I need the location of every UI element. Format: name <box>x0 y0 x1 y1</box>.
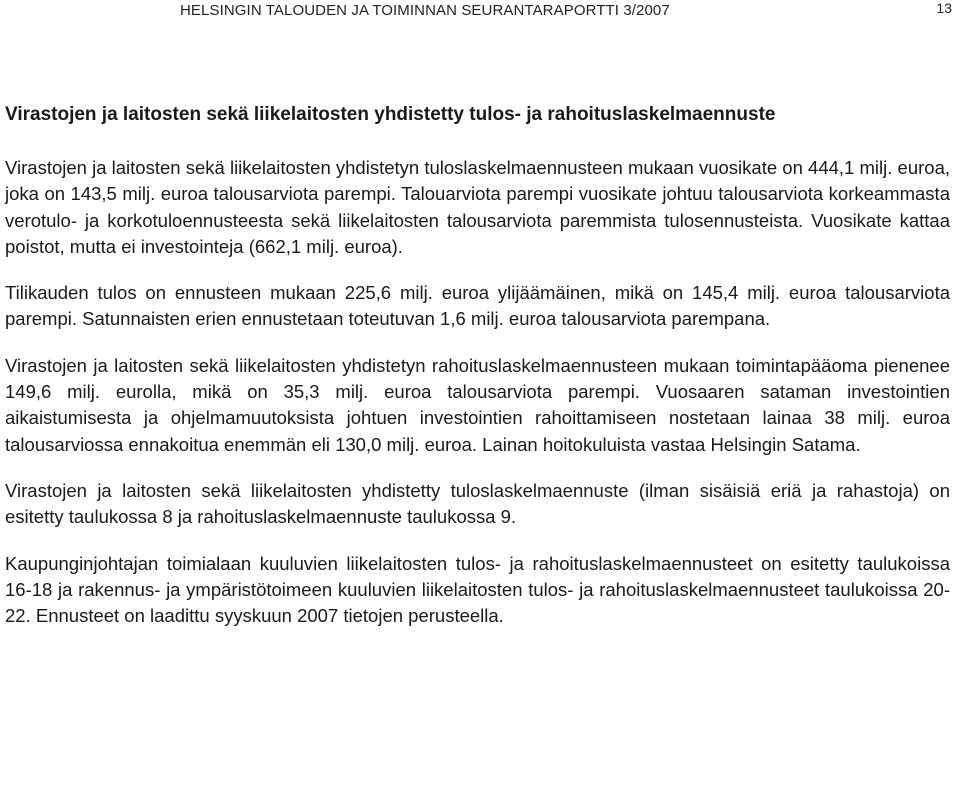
page-number: 13 <box>936 0 952 16</box>
paragraph: Tilikauden tulos on ennusteen mukaan 225,6 milj. euroa ylijäämäinen, mikä on 145,4 milj. euroa talousarviota parempi. Satunnaisten erien ennustetaan toteutuvan 1,6 milj. euroa talousarviota parempana. <box>5 282 950 330</box>
paragraph: Virastojen ja laitosten sekä liikelaitosten yhdistetyn tuloslaskelmaennusteen mukaan vuosikate on 444,1 milj. euroa, joka on 143,5 milj. euroa talousarviota parempi. Talouarviota parempi vuosikate johtuu talousarviota korkeammasta verotulo- ja korkotuloennusteesta sekä liikelaitosten talousarviota paremmista tulosennusteista. Vuosikate kattaa poistot, mutta ei investointeja (662,1 milj. euroa). <box>5 157 950 257</box>
paragraph: Virastojen ja laitosten sekä liikelaitosten yhdistetyn rahoituslaskelmaennusteen mukaan toimintapääoma pienenee 149,6 milj. eurolla, mikä on 35,3 milj. euroa talousarviota parempi. Vuosaaren sataman investointien aikaistumisesta ja ohjelmamuutoksista johtuen investointien rahoittamiseen nostetaan lainaa 38 milj. euroa talousarviossa ennakoitua enemmän eli 130,0 milj. euroa. Lainan hoitokuluista vastaa Helsingin Satama. <box>5 354 950 455</box>
page-header <box>0 0 960 24</box>
paragraph: Kaupunginjohtajan toimialaan kuuluvien liikelaitosten tulos- ja rahoituslaskelmaennusteet on esitetty taulukoissa 16-18 ja rakennus- ja ympäristötoimeen kuuluvien liikelaitosten tulos- ja rahoituslaskelmaennusteet taulukoissa 20-22. Ennusteet on laadittu syyskuun 2007 tietojen perusteella. <box>5 552 950 627</box>
running-title: HELSINGIN TALOUDEN JA TOIMINNAN SEURANTARAPORTTI 3/2007 <box>180 2 670 19</box>
paragraph: Virastojen ja laitosten sekä liikelaitosten yhdistetty tuloslaskelmaennuste (ilman sisäisiä eriä ja rahastoja) on esitetty taulukossa 8 ja rahoituslaskelmaennuste taulukossa 9. <box>5 479 950 528</box>
section-heading: Virastojen ja laitosten sekä liikelaitosten yhdistetty tulos- ja rahoituslaskelmaennuste <box>5 104 776 125</box>
body-text <box>5 155 950 649</box>
